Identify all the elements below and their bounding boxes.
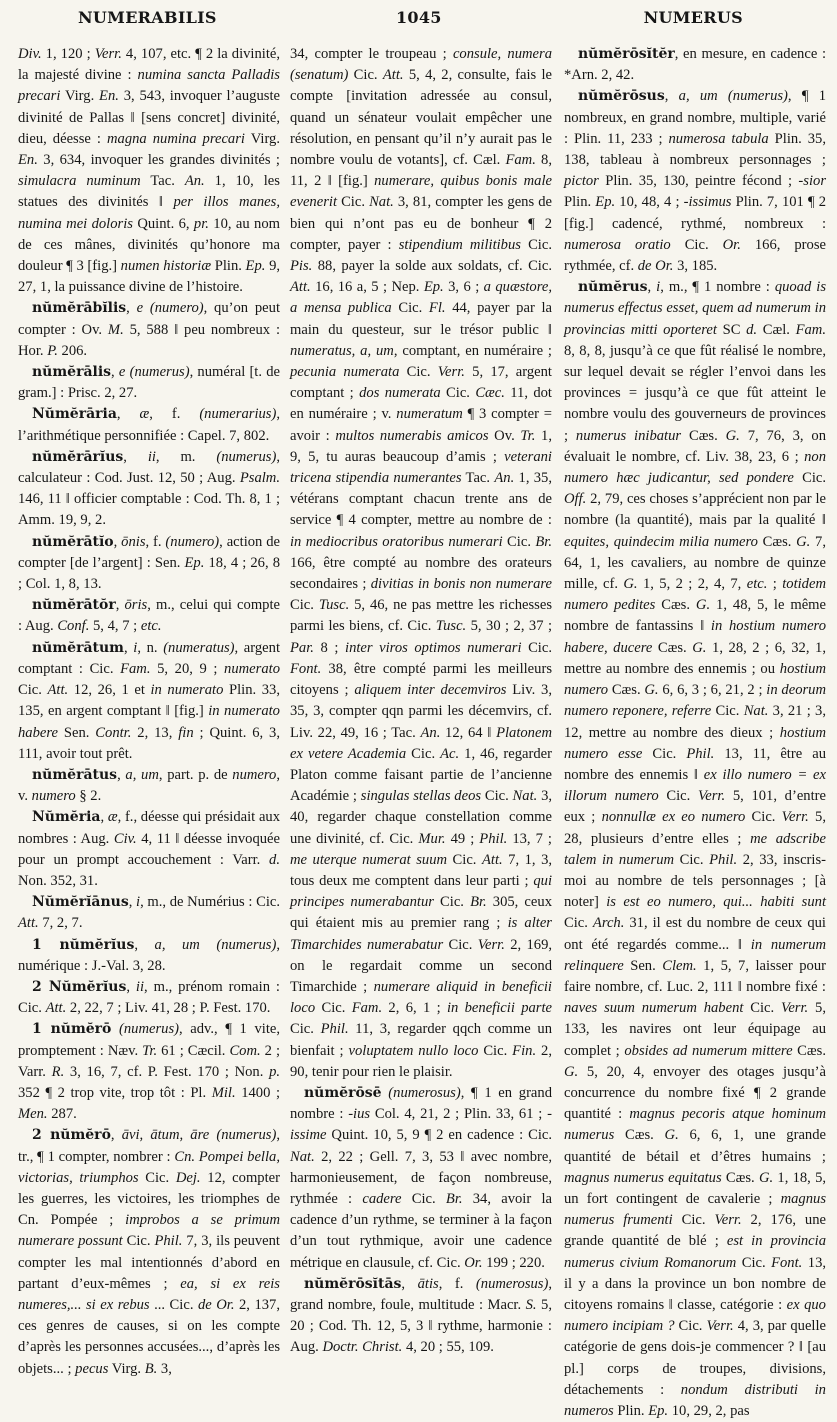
dictionary-entry: nŭmĕrōsĭtās, ātis, f. (numerosus), grand nombre, foule, multitude : Macr. S. 5, 20 ; Cod. Th. 12, 5, 3 ‖ rythme, harmonie : Aug. Doctr. Christ. 4, 20 ; 55, 109. xyxy=(290,1275,553,1356)
column-2 xyxy=(290,44,553,1356)
column-1 xyxy=(18,44,281,1377)
dictionary-entry: nŭmĕrōsĭtĕr, en mesure, en cadence : *Arn. 2, 42. xyxy=(564,46,826,84)
header-left-guide-word: NUMERABILIS xyxy=(78,8,217,27)
dictionary-entry: nŭmĕrōsē (numerosus), ¶ 1 en grand nombre : -ius Col. 4, 21, 2 ; Plin. 33, 61 ; -issime Quint. 10, 5, 9 ¶ 2 en cadence : Cic. Nat. 2, 22 ; Gell. 7, 3, 53 ‖ avec nombre, harmonieusement, de façon nombreuse, rythmée : cadere Cic. Br. 34, avoir la cadence d’un rythme, se terminer à la façon d’un tout rythmique, avoir une cadence métrique en clausule, cf. Cic. Or. 199 ; 220. xyxy=(290,1084,552,1271)
dictionary-entry: 1 nŭmĕrō (numerus), adv., ¶ 1 vite, promptement : Næv. Tr. 61 ; Cæcil. Com. 2 ; Varr. R. 3, 16, 7, cf. P. Fest. 170 ; Non. p. 352 ¶ 2 trop vite, trop tôt : Pl. Mil. 1400 ; Men. 287. xyxy=(18,1021,281,1123)
dictionary-entry: nŭmĕrātŏr, ōris, m., celui qui compte : Aug. Conf. 5, 4, 7 ; etc. xyxy=(18,597,280,635)
dictionary-entry: nŭmĕrālis, e (numerus), numéral [t. de gram.] : Prisc. 2, 27. xyxy=(18,364,280,402)
running-header xyxy=(0,0,837,40)
entry-continuation: 34, compter le troupeau ; consule, numera (senatum) Cic. Att. 5, 4, 2, consulte, fais le compte [invitation adressée au consul, quand un sénateur voulait empêcher une résolution, en pensant qu’il n’y aurait pas le nombre voulu de votants], cf. Cæl. Fam. 8, 11, 2 ‖ [fig.] numerare, quibus bonis male evenerit Cic. Nat. 3, 81, compter les gens de bien qui n’ont pas eu de bonheur ¶ 2 compter, payer : stipendium militibus Cic. Pis. 88, payer la solde aux soldats, cf. Cic. Att. 16, 16 a, 5 ; Nep. Ep. 3, 6 ; a quæstore, a mensa publica Cic. Fl. 44, payer par la main du questeur, sur le trésor public ‖ numeratus, a, um, comptant, en numéraire ; pecunia numerata Cic. Verr. 5, 17, argent comptant ; dos numerata Cic. Cæc. 11, dot en numéraire ; v. numeratum ¶ 3 compter = avoir : multos numerabis amicos Ov. Tr. 1, 9, 5, tu auras beaucoup d’amis ; veterani tricena stipendia numerantes Tac. An. 1, 35, vétérans comptant chacun trente ans de service ¶ 4 compter, mettre au nombre de : in mediocribus oratoribus numerari Cic. Br. 166, être compté au nombre des orateurs secondaires ; divitias in bonis non numerare Cic. Tusc. 5, 46, ne pas mettre les richesses parmi les biens, cf. Cic. Tusc. 5, 30 ; 2, 37 ; Par. 8 ; inter viros optimos numerari Cic. Font. 38, être compté parmi les meilleurs citoyens ; aliquem inter decemviros Liv. 3, 35, 3, compter qqn parmi les décemvirs, cf. Liv. 22, 49, 16 ; Tac. An. 12, 64 ‖ Platonem ex vetere Academia Cic. Ac. 1, 46, regarder Platon comme faisant partie de l’ancienne Académie ; singulas stellas deos Cic. Nat. 3, 40, regarder chaque constellation comme une divinité, cf. Cic. Mur. 49 ; Phil. 13, 7 ; me uterque numerat suum Cic. Att. 7, 1, 3, tous deux me comptent dans leur parti ; qui principes numerabantur Cic. Br. 305, ceux qui étaient mis au premier rang ; is alter Timarchides numerabatur Cic. Verr. 2, 169, on le regardait comme un second Timarchide ; numerare aliquid in beneficii loco Cic. Fam. 2, 6, 1 ; in beneficii parte Cic. Phil. 11, 3, regarder qqch comme un bienfait ; voluptatem nullo loco Cic. Fin. 2, 90, tenir pour rien le plaisir. xyxy=(290,46,553,1080)
dictionary-entry: 1 nŭmĕrĭus, a, um (numerus), numérique : J.-Val. 3, 28. xyxy=(18,936,280,974)
header-right-guide-word: NUMERUS xyxy=(643,8,743,27)
dictionary-entry: nŭmĕrātus, a, um, part. p. de numero, v. numero § 2. xyxy=(18,766,280,805)
dictionary-entry: nŭmĕrātĭo, ōnis, f. (numero), action de compter [de l’argent] : Sen. Ep. 18, 4 ; 26, 8 ; Col. 1, 8, 13. xyxy=(18,533,281,593)
column-3 xyxy=(564,44,827,1419)
dictionary-entry: Nŭmĕria, æ, f., déesse qui présidait aux nombres : Aug. Civ. 4, 11 ‖ déesse invoquée pour un prompt accouchement : Varr. d. Non. 352, 31. xyxy=(18,809,281,889)
dictionary-entry: nŭmĕrus, i, m., ¶ 1 nombre : quoad is numerus effectus esset, quem ad numerum in provincias mitti oporteret SC d. Cæl. Fam. 8, 8, 8, jusqu’à ce que fût réalisé le nombre, sur lequel devait se régler l’envoi dans les provinces = jusqu’à ce que fût atteint le nombre voulu des gouverneurs de provinces ; numerus inibatur Cæs. G. 7, 76, 3, on évaluait le nombre, cf. Liv. 38, 23, 6 ; non numero hæc judicantur, sed pondere Cic. Off. 2, 79, ces choses s’apprécient non par le nombre (la quantité), mais par la qualité ‖ equites, quindecim milia numero Cæs. G. 7, 64, 1, les cavaliers, au nombre de quinze mille, cf. G. 1, 5, 2 ; 2, 4, 7, etc. ; totidem numero pedites Cæs. G. 1, 48, 5, le même nombre de fantassins ‖ in hostium numero habere, ducere Cæs. G. 1, 28, 2 ; 6, 32, 1, mettre au nombre des ennemis ; ou hostium numero Cæs. G. 6, 6, 3 ; 6, 21, 2 ; in deorum numero reponere, referre Cic. Nat. 3, 21 ; 3, 12, mettre au nombre des dieux ; hostium numero esse Cic. Phil. 13, 11, être au nombre des ennemis ‖ ex illo numero = ex illorum numero Cic. Verr. 5, 101, d’entre eux ; nonnullæ ex eo numero Cic. Verr. 5, 28, plusieurs d’entre elles ; me adscribe talem in numerum Cic. Phil. 2, 33, inscris-moi au nombre de tels personnages ; [à noter] is est eo numero, qui... habiti sunt Cic. Arch. 31, il est du nombre de ceux qui ont été regardés comme... ‖ in numerum relinquere Sen. Clem. 1, 5, 7, laisser pour faire nombre, cf. Luc. 2, 111 ‖ nombre fixé : naves suum numerum habent Cic. Verr. 5, 133, les navires ont leur équipage au complet ; obsides ad numerum mittere Cæs. G. 5, 20, 4, envoyer des otages jusqu’à concurrence du nombre fixé ¶ 2 grande quantité : magnus pecoris atque hominum numerus Cæs. G. 6, 6, 1, une grande quantité de bétail et d’êtres humains ; magnus numerus equitatus Cæs. G. 1, 18, 5, un fort contingent de cavalerie ; magnus numerus frumenti Cic. Verr. 2, 176, une grande quantité de blé ; est in provincia numerus civium Romanorum Cic. Font. 13, il y a dans la province un bon nombre de citoyens romains ‖ classe, catégorie : ex quo numero incipiam ? Cic. Verr. 4, 3, par quelle catégorie de gens dois-je commencer ? ‖ [au pl.] corps de troupes, divisions, détachements : nondum distributi in numeros Plin. Ep. 10, 29, 2, pas xyxy=(564,279,827,1419)
dictionary-entry: Nŭmĕrāria, æ, f. (numerarius), l’arithmétique personnifiée : Capel. 7, 802. xyxy=(18,406,280,444)
dictionary-entry: 2 nŭmĕrō, āvi, ātum, āre (numerus), tr., ¶ 1 compter, nombrer : Cn. Pompei bella, victorias, triumphos Cic. Dej. 12, compter les guerres, les victoires, les triomphes de Cn. Pompée ; improbos a se primum numerare possunt Cic. Phil. 7, 3, ils peuvent compter les mal intentionnés d’abord en partant d’eux-mêmes ; ea, si ex reis numeres,... si ex rebus ... Cic. de Or. 2, 137, ces genres de causes, si on les compte d’après les personnes accusées..., d’après les objets... ; pecus Virg. B. 3, xyxy=(18,1127,281,1377)
entry-continuation: Div. 1, 120 ; Verr. 4, 107, etc. ¶ 2 la divinité, la majesté divine : numina sancta Palladis precari Virg. En. 3, 543, invoquer l’auguste divinité de Pallas ‖ [sens concret] divinité, dieu, déesse : magna numina precari Virg. En. 3, 634, invoquer les grandes divinités ; simulacra numinum Tac. An. 1, 10, les statues des divinités ‖ per illos manes, numina mei doloris Quint. 6, pr. 10, au nom de ces mânes, divinités qu’honore ma douleur ¶ 3 [fig.] numen historiæ Plin. Ep. 9, 27, 1, la puissance divine de l’histoire. xyxy=(18,46,281,296)
page-number: 1045 xyxy=(396,8,442,27)
dictionary-entry: nŭmĕrōsus, a, um (numerus), ¶ 1 nombreux, en grand nombre, multiple, varié : Plin. 11, 233 ; numerosa tabula Plin. 35, 138, tableau à nombreux personnages ; pictor Plin. 35, 130, peintre fécond ; -sior Plin. Ep. 10, 48, 4 ; -issimus Plin. 7, 101 ¶ 2 [fig.] cadencé, rythmé, nombreux : numerosa oratio Cic. Or. 166, prose rythmée, cf. de Or. 3, 185. xyxy=(564,88,826,275)
dictionary-entry: nŭmĕrātum, i, n. (numeratus), argent comptant : Cic. Fam. 5, 20, 9 ; numerato Cic. Att. 12, 26, 1 et in numerato Plin. 33, 135, en argent comptant ‖ [fig.] in numerato habere Sen. Contr. 2, 13, fin ; Quint. 6, 3, 111, avoir tout prêt. xyxy=(18,639,281,762)
dictionary-entry: nŭmĕrābĭlis, e (numero), qu’on peut compter : Ov. M. 5, 588 ‖ peu nombreux : Hor. P. 206. xyxy=(18,300,281,359)
dictionary-entry: 2 Nŭmĕrĭus, ii, m., prénom romain : Cic. Att. 2, 22, 7 ; Liv. 41, 28 ; P. Fest. 170. xyxy=(18,978,280,1017)
dictionary-entry: Nŭmĕrĭānus, i, m., de Numérius : Cic. Att. 7, 2, 7. xyxy=(18,894,280,932)
dictionary-entry: nŭmĕrārĭus, ii, m. (numerus), calculateur : Cod. Just. 12, 50 ; Aug. Psalm. 146, 11 ‖ officier comptable : Cod. Th. 8, 1 ; Amm. 19, 9, 2. xyxy=(18,448,280,529)
